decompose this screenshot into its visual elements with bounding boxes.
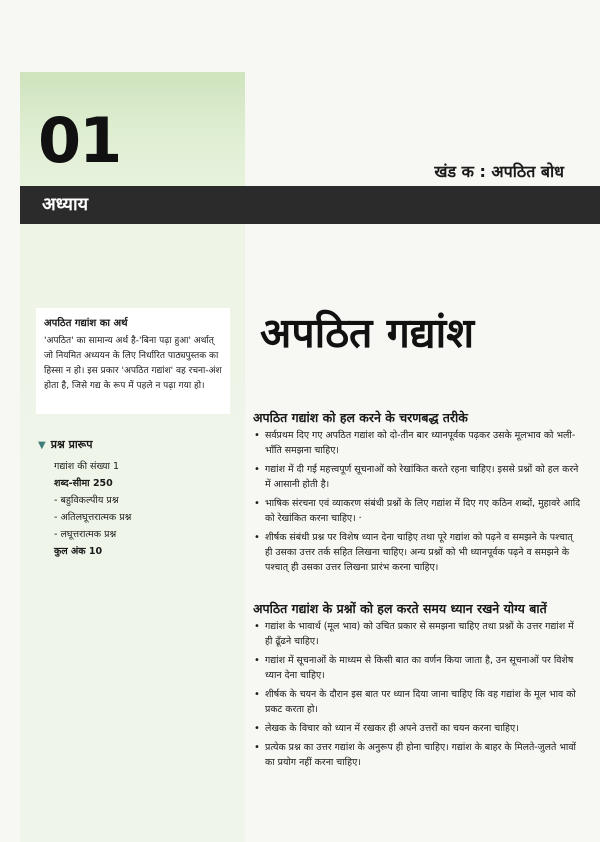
question-type-item: - अतिलघूत्तरात्मक प्रश्न [54, 512, 132, 523]
list-item: • गद्यांश में सूचनाओं के माध्यम से किसी बात का वर्णन किया जाता है, उन सूचनाओं पर विशेष ध्यान देना चाहिए। [253, 653, 583, 683]
question-format-heading [38, 436, 234, 454]
page-title: अपठित गद्यांश [260, 309, 475, 357]
steps-section [253, 410, 583, 579]
chapter-number: 01 [38, 104, 121, 177]
meaning-box-title: अपठित गद्यांश का अर्थ [44, 318, 128, 329]
question-type-item: - लघूत्तरात्मक प्रश्न [54, 529, 117, 540]
list-item: • गद्यांश में दी गई महत्त्वपूर्ण सूचनाओं को रेखांकित करते रहना चाहिए। इससे प्रश्नों को हल करने में आसानी होती है। [253, 462, 583, 492]
list-item: • सर्वप्रथम दिए गए अपठित गद्यांश को दो-तीन बार ध्यानपूर्वक पढ़कर उसके मूलभाव को भली-भाँति समझना चाहिए। [253, 428, 583, 458]
section-heading: अपठित गद्यांश को हल करने के चरणबद्ध तरीके [253, 410, 468, 425]
triangle-down-icon: ▼ [38, 440, 46, 451]
list-item: • लेखक के विचार को ध्यान में रखकर ही अपने उत्तरों का चयन करना चाहिए। [253, 721, 583, 736]
section-heading: अपठित गद्यांश के प्रश्नों को हल करते समय ध्यान रखने योग्य बातें [253, 601, 547, 616]
list-item: • प्रत्येक प्रश्न का उत्तर गद्यांश के अनुरूप ही होना चाहिए। गद्यांश के बाहर के मिलते-जुलते भावों का प्रयोग नहीं करना चाहिए। [253, 740, 583, 770]
chapter-band [20, 186, 600, 224]
list-item: • शीर्षक के चयन के दौरान इस बात पर ध्यान दिया जाना चाहिए कि वह गद्यांश के मूल भाव को प्रकट करता हो। [253, 687, 583, 717]
word-limit: शब्द-सीमा 250 [54, 478, 113, 489]
list-item: • शीर्षक संबंधी प्रश्न पर विशेष ध्यान देना चाहिए तथा पूरे गद्यांश को पढ़ने व समझने के पश्चात् ही उसका उत्तर तर्क सहित लिखना चाहिए। अन्य प्रश्नों को भी ध्यानपूर्वक पढ़ने व समझने के पश्चात् ही उसका उत्तर लिखना प्रारंभ करना चाहिए। [253, 530, 583, 575]
question-type-item: - बहुविकल्पीय प्रश्न [54, 495, 119, 506]
list-item: • गद्यांश के भावार्थ (मूल भाव) को उचित प्रकार से समझना चाहिए तथा प्रश्नों के उत्तर गद्यांश में ही ढूँढने चाहिए। [253, 619, 583, 649]
chapter-tag: अध्याय [42, 194, 89, 215]
question-format-heading-text: प्रश्न प्रारूप [50, 438, 93, 451]
total-marks: कुल अंक 10 [54, 546, 103, 557]
tips-section [253, 601, 583, 774]
section-label: खंड क : अपठित बोध [434, 162, 564, 181]
list-item: • भाषिक संरचना एवं व्याकरण संबंधी प्रश्नों के लिए गद्यांश में दिए गए कठिन शब्दों, मुहावरे आदि को रेखांकित करना चाहिए। · [253, 496, 583, 526]
passage-count: गद्यांश की संख्या 1 [54, 461, 120, 472]
question-format [38, 436, 234, 560]
meaning-box-text: 'अपठित' का सामान्य अर्थ है-'बिना पढ़ा हुआ' अर्थात् जो नियमित अध्ययन के लिए निर्धारित पाठ्यपुस्तक का हिस्सा न हो। इस प्रकार 'अपठित गद्यांश' वह रचना-अंश होता है, जिसे गद्य के रूप में पहले न पढ़ा गया हो। [44, 336, 222, 391]
meaning-box [36, 308, 230, 414]
